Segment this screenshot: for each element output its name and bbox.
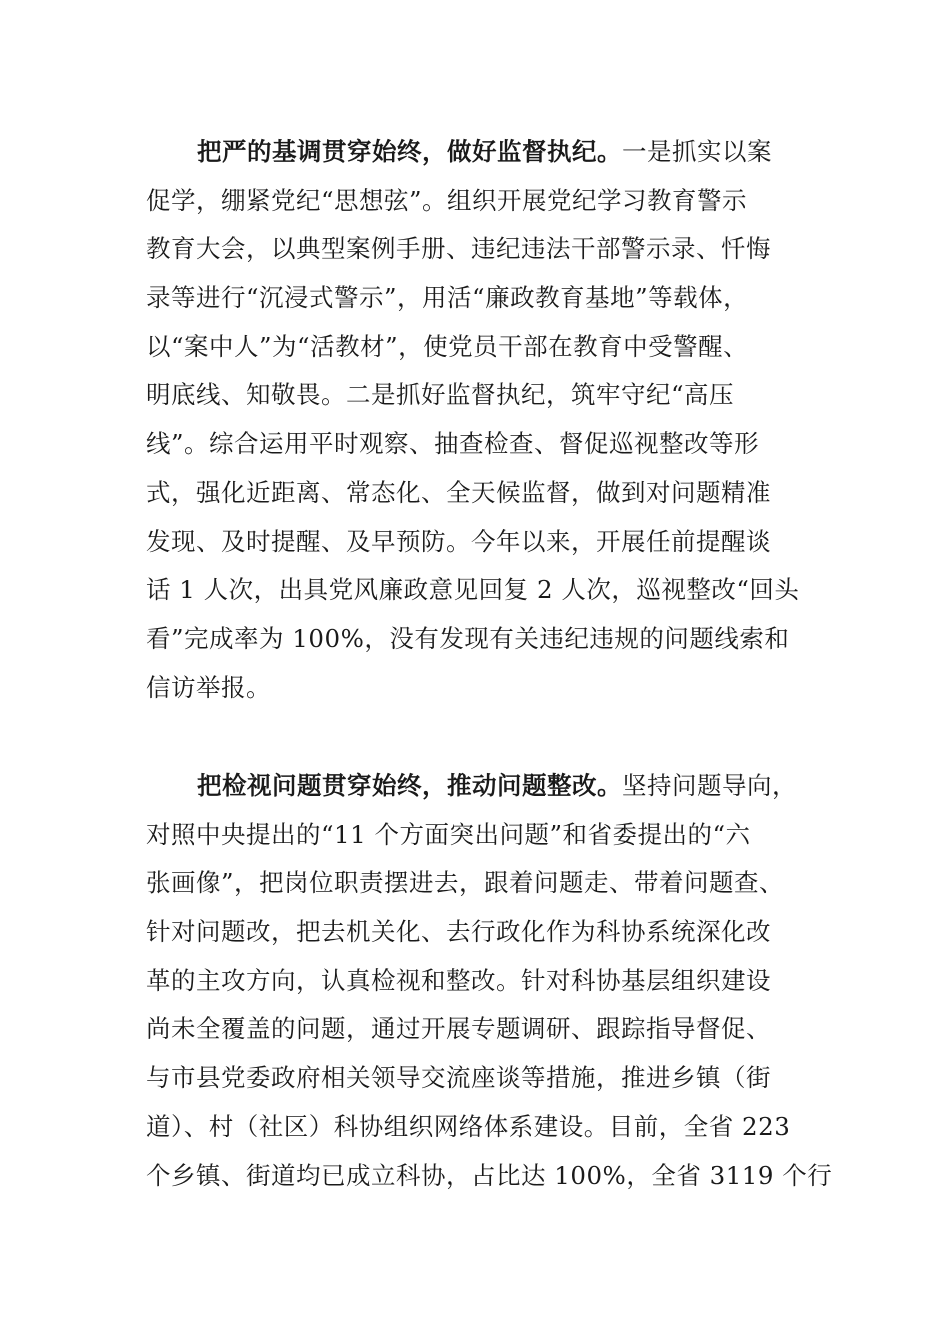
- paragraph-supervision: [146, 128, 806, 712]
- line-text: 与市县党委政府相关领导交流座谈等措施，推进乡镇（街: [146, 1063, 771, 1093]
- line-text: 录等进行“沉浸式警示”，用活“廉政教育基地”等载体，: [146, 283, 749, 313]
- line-text: 发现、及时提醒、及早预防。今年以来，开展任前提醒谈: [146, 526, 771, 556]
- line-text: 革的主攻方向，认真检视和整改。针对科协基层组织建设: [146, 965, 771, 995]
- paragraph-heading: 把严的基调贯穿始终，做好监督执纪。: [197, 137, 622, 166]
- line-text: 促学，绷紧党纪“思想弦”。组织开展党纪学习教育警示: [146, 185, 748, 215]
- line-text: 张画像”，把岗位职责摆进去，跟着问题走、带着问题查、: [146, 868, 785, 898]
- paragraph-rectification: [146, 762, 833, 1200]
- line-text: 一是抓实以案: [622, 137, 772, 166]
- line-text: 以“案中人”为“活教材”，使党员干部在教育中受警醒、: [146, 331, 749, 361]
- line-text: 线”。综合运用平时观察、抽查检查、督促巡视整改等形: [146, 429, 760, 459]
- line-text: 针对问题改，把去机关化、去行政化作为科协系统深化改: [146, 917, 771, 947]
- paragraph-first-line: [146, 762, 806, 811]
- line-text: 对照中央提出的“11 个方面突出问题”和省委提出的“六: [146, 819, 751, 849]
- line-text: 个乡镇、街道均已成立科协，占比达 100%，全省 3119 个行: [146, 1160, 833, 1190]
- line-text: 信访举报。: [146, 672, 271, 702]
- line-text: 尚未全覆盖的问题，通过开展专题调研、跟踪指导督促、: [146, 1014, 771, 1044]
- line-text: 明底线、知敬畏。二是抓好监督执纪，筑牢守纪“高压: [146, 380, 735, 410]
- line-text: 教育大会，以典型案例手册、违纪违法干部警示录、忏悔: [146, 234, 771, 264]
- line-text: 看”完成率为 100%，没有发现有关违纪违规的问题线索和: [146, 623, 790, 653]
- line-text: 坚持问题导向，: [622, 771, 797, 800]
- line-text: 话 1 人次，出具党风廉政意见回复 2 人次，巡视整改“回头: [146, 575, 800, 605]
- paragraph-first-line: [146, 128, 806, 177]
- line-text: 道）、村（社区）科协组织网络体系建设。目前，全省 223: [146, 1111, 791, 1141]
- line-text: 式，强化近距离、常态化、全天候监督，做到对问题精准: [146, 477, 771, 507]
- paragraph-heading: 把检视问题贯穿始终，推动问题整改。: [197, 771, 622, 800]
